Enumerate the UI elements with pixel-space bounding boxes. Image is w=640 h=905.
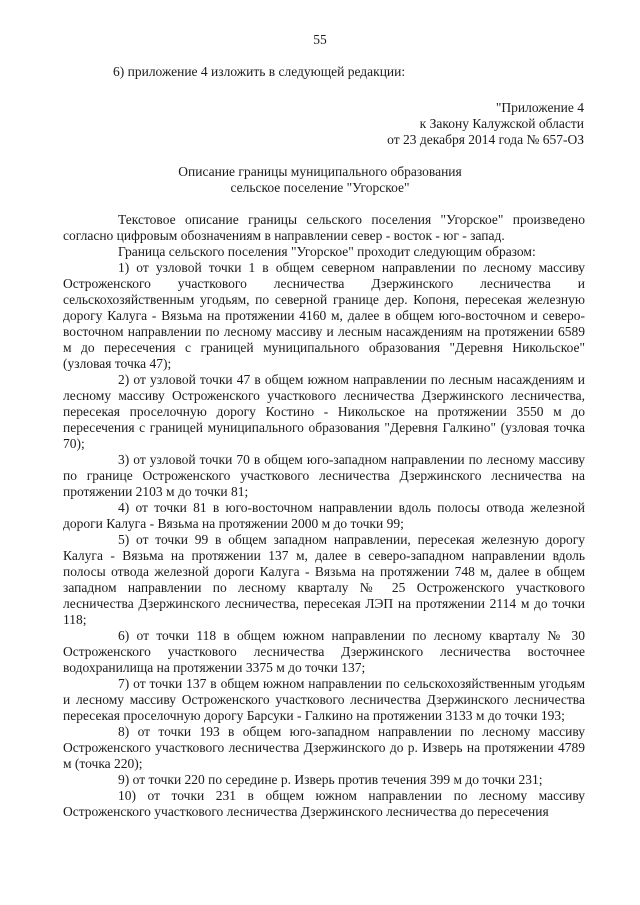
paragraph: Граница сельского поселения "Угорское" проходит следующим образом: [118, 244, 536, 259]
heading-line-2: сельское поселение "Угорское" [230, 180, 410, 195]
paragraph: 8) от точки 193 в общем юго-западном направлении по лесному массиву Остроженского участкового лесничества Дзержинского до р. Изверь на протяжении 4789 м (точка 220); [63, 724, 585, 771]
amendment-intro: 6) приложение 4 изложить в следующей редакции: [113, 64, 406, 79]
paragraph: 9) от точки 220 по середине р. Изверь против течения 399 м до точки 231; [118, 772, 543, 787]
paragraph: 2) от узловой точки 47 в общем южном направлении по лесным насаждениям и лесному массиву Остроженского участкового лесничества Дзержинского лесничества, пересекая проселочную дорогу Костино - Никольское на протяжении 3550 м до пересечения с границей муниципального образования "Деревня Галкино" (узловая точка 70); [63, 372, 585, 451]
heading-line-1: Описание границы муниципального образования [178, 164, 462, 179]
paragraph: Текстовое описание границы сельского поселения "Угорское" произведено согласно цифровым обозначениям в направлении север - восток - юг - запад. [63, 212, 585, 243]
paragraph: 10) от точки 231 в общем южном направлении по лесному массиву Остроженского участкового лесничества Дзержинского лесничества до пересечения [63, 788, 585, 819]
paragraph: 4) от точки 81 в юго-восточном направлении вдоль полосы отвода железной дороги Калуга - Вязьма на протяжении 2000 м до точки 99; [63, 500, 585, 531]
annex-line-1: "Приложение 4 [495, 100, 584, 115]
annex-reference [387, 100, 584, 148]
paragraph: 1) от узловой точки 1 в общем северном направлении по лесному массиву Остроженского участкового лесничества Дзержинского лесничества и сельскохозяйственным угодьям, по северной границе дер. Копоня, пересекая железную дорогу Калуга - Вязьма на протяжении 4160 м, далее в общем юго-восточном и северо-восточном направлении по лесному массиву и лесным насаждениям на протяжении 6589 м до пересечения с границей муниципального образования "Деревня Никольское" (узловая точка 47); [63, 260, 585, 371]
boundary-description [63, 212, 585, 820]
paragraph: 3) от узловой точки 70 в общем юго-западном направлении по лесному массиву по границе Остроженского участкового лесничества Дзержинского лесничества на протяжении 2103 м до точки 81; [63, 452, 585, 499]
paragraph: 6) от точки 118 в общем южном направлении по лесному кварталу № 30 Остроженского участкового лесничества Дзержинского лесничества восточнее водохранилища на протяжении 3375 м до точки 137; [63, 628, 585, 675]
page-number: 55 [313, 32, 327, 47]
document-heading [0, 164, 640, 196]
annex-line-2: к Закону Калужской области [419, 116, 584, 131]
paragraph: 7) от точки 137 в общем южном направлении по сельскохозяйственным угодьям и лесному массиву Остроженского участкового лесничества Дзержинского лесничества пересекая проселочную дорогу Барсуки - Галкино на протяжении 3133 м до точки 193; [63, 676, 585, 723]
paragraph: 5) от точки 99 в общем западном направлении, пересекая железную дорогу Калуга - Вязьма на протяжении 137 м, далее в северо-западном направлении вдоль полосы отвода железной дороги Калуга - Вязьма на протяжении 748 м, далее в общем западном направлении по лесному кварталу № 25 Остроженского участкового лесничества Дзержинского лесничества, пересекая ЛЭП на протяжении 2114 м до точки 118; [63, 532, 585, 627]
annex-line-3: от 23 декабря 2014 года № 657-ОЗ [387, 132, 584, 147]
